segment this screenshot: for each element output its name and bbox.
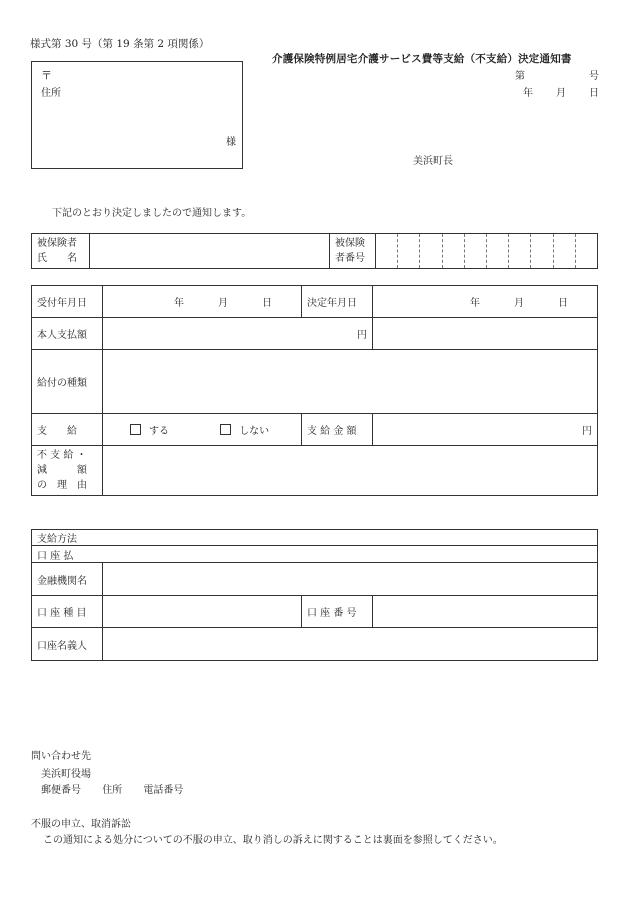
postal-mark: 〒 (41, 69, 52, 82)
bank-name-label: 金融機関名 (32, 563, 103, 596)
number-suffix: 号 (589, 71, 599, 82)
decision-date-field[interactable]: 年 月 日 (373, 286, 598, 318)
contact-heading: 問い合わせ先 (31, 751, 91, 762)
date-day: 日 (589, 88, 599, 99)
received-date-label: 受付年月日 (32, 286, 103, 318)
insured-number-digit[interactable] (553, 234, 575, 269)
appeal-heading: 不服の申立、取消訴訟 (31, 819, 131, 830)
insured-number-digit[interactable] (486, 234, 508, 269)
account-number-label: 口 座 番 号 (302, 596, 373, 628)
intro-text: 下記のとおり決定しましたので通知します。 (52, 208, 252, 219)
date-month: 月 (556, 88, 566, 99)
bank-name-field[interactable] (103, 563, 598, 596)
reason-label: 不 支 給 ・ 減 額 の 理 由 (32, 446, 103, 496)
honorific-label: 様 (226, 137, 236, 148)
insured-number-digit[interactable] (575, 234, 597, 269)
payment-method-value: 口 座 払 (32, 546, 598, 563)
document-date (523, 84, 599, 99)
account-type-label: 口 座 種 目 (32, 596, 103, 628)
insured-number-digit[interactable] (398, 234, 420, 269)
payment-no-option[interactable]: しない (220, 426, 269, 437)
payment-amount-label: 支 給 金 額 (302, 414, 373, 446)
account-type-field[interactable] (103, 596, 302, 628)
self-payment-blank (373, 318, 598, 350)
document-title: 介護保険特例居宅介護サービス費等支給（不支給）決定通知書 (272, 53, 572, 65)
account-holder-label: 口座名義人 (32, 628, 103, 661)
benefit-type-field[interactable] (103, 350, 598, 414)
payment-options (103, 414, 302, 446)
account-holder-field[interactable] (103, 628, 598, 661)
insured-name-field[interactable] (90, 234, 330, 269)
address-label: 住所 (41, 88, 61, 99)
contact-details (41, 781, 183, 796)
payment-yes-option[interactable]: する (130, 426, 169, 437)
postal-code-label: 郵便番号 (41, 785, 81, 796)
account-number-field[interactable] (373, 596, 598, 628)
date-year: 年 (523, 88, 533, 99)
reason-field[interactable] (103, 446, 598, 496)
contact-address-label: 住所 (102, 785, 123, 796)
decision-table (31, 285, 598, 496)
insured-number-digit[interactable] (509, 234, 531, 269)
payment-label: 支 給 (32, 414, 103, 446)
insured-number-digit[interactable] (376, 234, 398, 269)
checkbox-icon[interactable] (130, 424, 141, 435)
payment-amount-field[interactable]: 円 (373, 414, 598, 446)
insured-table (31, 233, 598, 269)
contact-office: 美浜町役場 (41, 769, 91, 780)
insured-number-digit[interactable] (531, 234, 553, 269)
issuer-name: 美浜町長 (413, 156, 453, 167)
form-identifier: 様式第 30 号（第 19 条第 2 項関係） (30, 38, 210, 50)
number-prefix: 第 (515, 71, 525, 82)
self-payment-field[interactable]: 円 (103, 318, 373, 350)
appeal-text: この通知による処分についての不服の申立、取り消しの訴えに関することは裏面を参照してください。 (43, 835, 503, 846)
payment-method-heading: 支給方法 (32, 530, 598, 546)
payment-method-table (31, 529, 598, 661)
insured-name-label: 被保険者 氏 名 (32, 234, 90, 269)
insured-number-label: 被保険 者番号 (330, 234, 376, 269)
checkbox-icon[interactable] (220, 424, 231, 435)
insured-number-digit[interactable] (442, 234, 464, 269)
recipient-address-box (31, 61, 243, 169)
received-date-field[interactable]: 年 月 日 (103, 286, 302, 318)
insured-number-digit[interactable] (420, 234, 442, 269)
decision-date-label: 決定年月日 (302, 286, 373, 318)
self-payment-label: 本人支払額 (32, 318, 103, 350)
document-number (515, 67, 599, 82)
insured-number-digit[interactable] (464, 234, 486, 269)
phone-label: 電話番号 (143, 785, 184, 796)
benefit-type-label: 給付の種類 (32, 350, 103, 414)
